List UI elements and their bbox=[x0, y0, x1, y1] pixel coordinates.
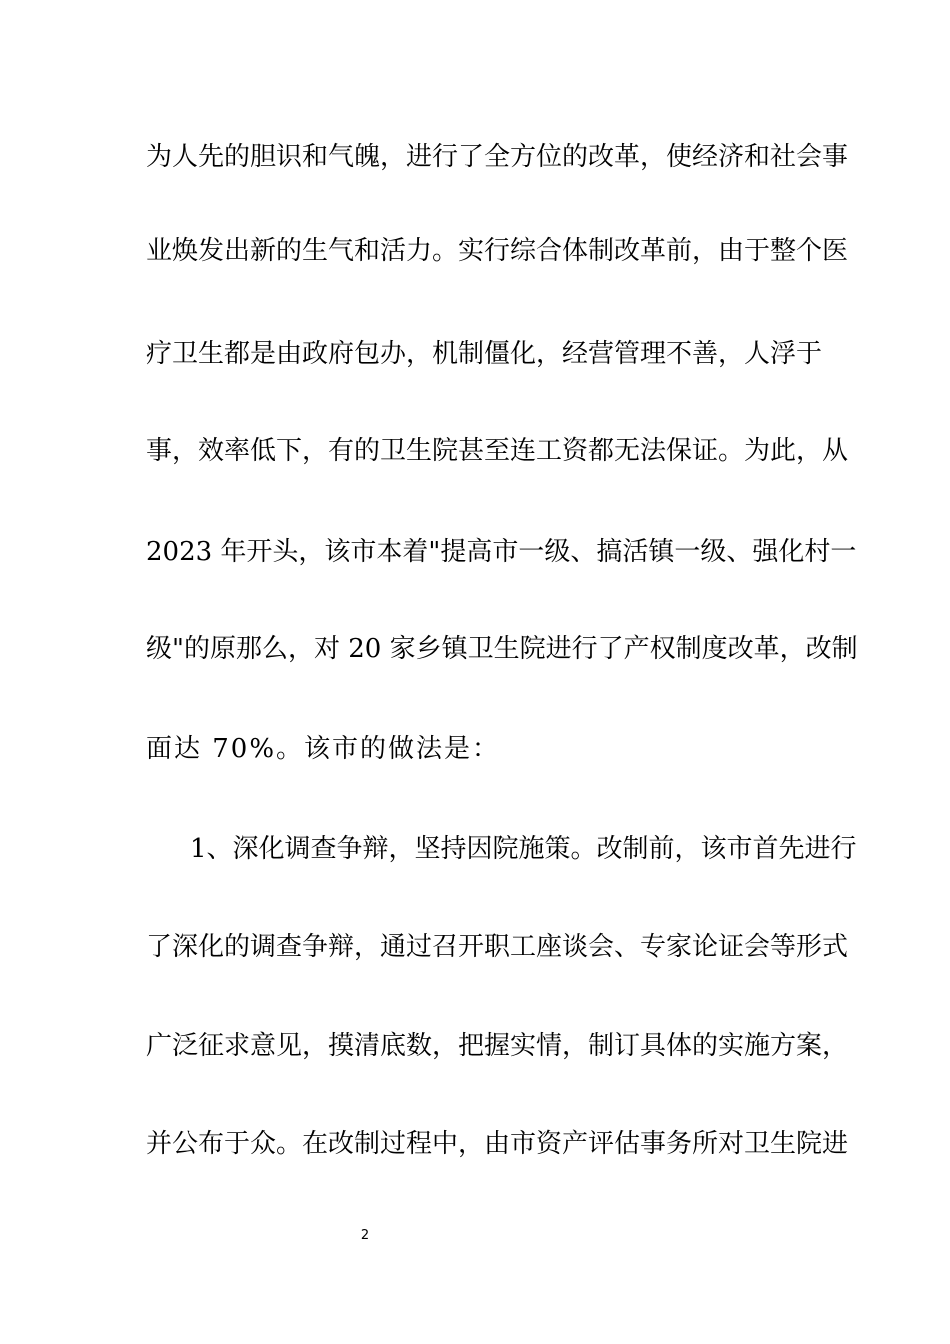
text-line-9: 了深化的调查争辩，通过召开职工座谈会、专家论证会等形式 bbox=[146, 932, 849, 962]
text-line-7: 面达 70%。该市的做法是： bbox=[146, 734, 501, 764]
text-line-5: 2023 年开头，该市本着"提高市一级、搞活镇一级、强化村一 bbox=[146, 537, 857, 567]
text-line-4: 事，效率低下，有的卫生院甚至连工资都无法保证。为此，从 bbox=[146, 436, 849, 466]
text-line-2: 业焕发出新的生气和活力。实行综合体制改革前，由于整个医 bbox=[146, 236, 849, 266]
paragraph-heading-line: 1、深化调查争辩，坚持因院施策。改制前，该市首先进行 bbox=[190, 834, 857, 864]
page-number: 2 bbox=[360, 1228, 370, 1243]
text-line-1: 为人先的胆识和气魄，进行了全方位的改革，使经济和社会事 bbox=[146, 142, 849, 172]
text-line-3: 疗卫生都是由政府包办，机制僵化，经营管理不善，人浮于 bbox=[146, 339, 823, 369]
text-line-11: 并公布于众。在改制过程中，由市资产评估事务所对卫生院进 bbox=[146, 1129, 849, 1159]
text-line-10: 广泛征求意见，摸清底数，把握实情，制订具体的实施方案， bbox=[146, 1031, 849, 1061]
text-line-6: 级"的原那么，对 20 家乡镇卫生院进行了产权制度改革，改制 bbox=[146, 634, 858, 664]
